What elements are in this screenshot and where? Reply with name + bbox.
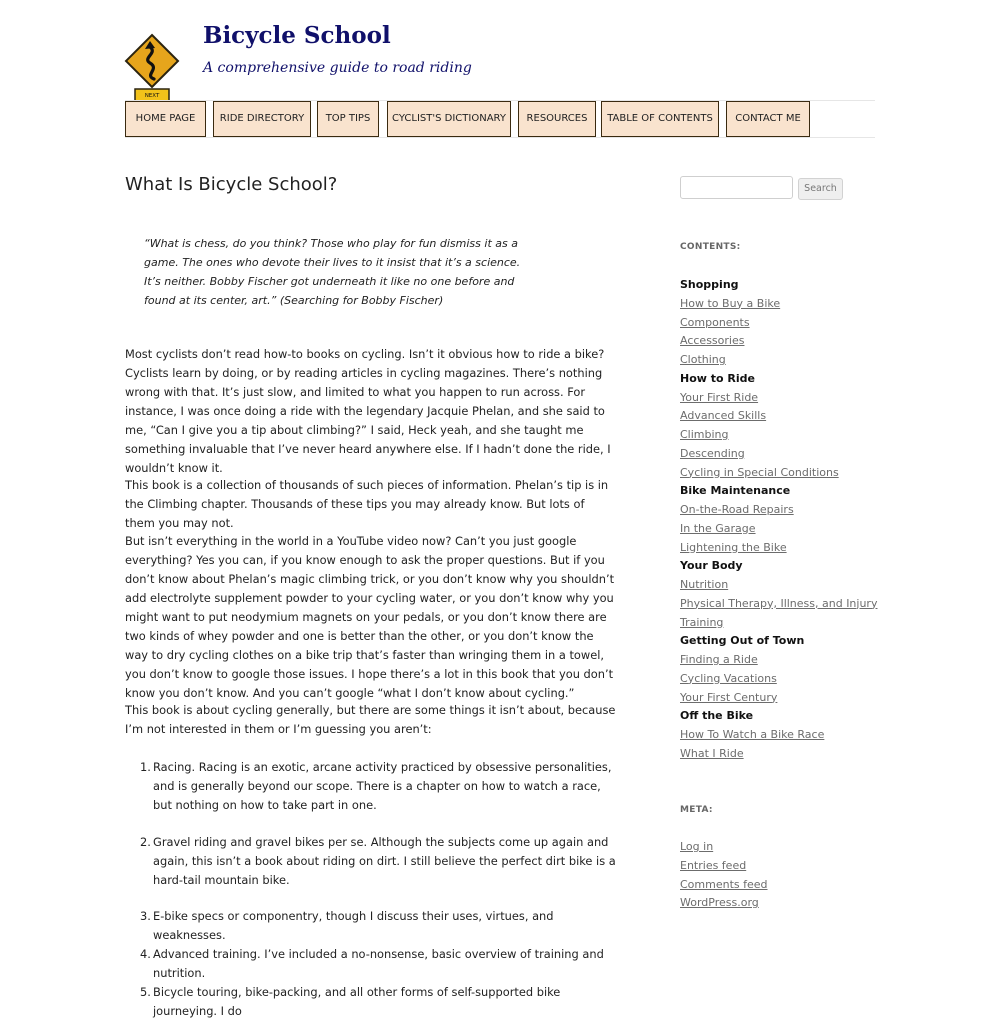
list-number: 1.: [140, 760, 151, 774]
list-number: 2.: [140, 835, 151, 849]
list-number: 4.: [140, 947, 151, 961]
contents-link-cycling-in-special-conditions[interactable]: Cycling in Special Conditions: [680, 465, 839, 479]
nav-cyclists-dictionary[interactable]: CYCLIST'S DICTIONARY: [387, 101, 511, 137]
scope-paragraph: This book is about cycling generally, but there are some things it isn’t about, because I’m not interested in them or I’m guessing you aren’t:: [125, 703, 616, 736]
list-text: Advanced training. I’ve included a no-nonsense, basic overview of training and nutrition.: [153, 947, 604, 980]
meta-link-comments-feed[interactable]: Comments feed: [680, 877, 768, 891]
contents-link-in-the-garage[interactable]: In the Garage: [680, 521, 756, 535]
contents-widget-title: CONTENTS:: [680, 242, 741, 252]
collection-paragraph: This book is a collection of thousands of such pieces of information. Phelan’s tip is in the Climbing chapter. Thousands of these tips you may already know. But lots of them you may not.: [125, 478, 609, 530]
list-text: Racing. Racing is an exotic, arcane activity practiced by obsessive personalities, and is generally beyond our scope. There is a chapter on how to watch a race, but nothing on how to take part in one.: [153, 760, 612, 812]
contents-link-accessories[interactable]: Accessories: [680, 334, 745, 348]
nav-contact-me[interactable]: CONTACT ME: [726, 101, 810, 137]
epigraph-quote: “What is chess, do you think? Those who play for fun dismiss it as a game. The ones who devote their lives to it insist that it’s a science. It’s neither. Bobby Fischer got underneath it like no one before and found at its center, art.” (Searching for Bobby Fischer): [144, 237, 521, 307]
contents-link-training[interactable]: Training: [680, 615, 724, 629]
contents-link-components[interactable]: Components: [680, 315, 750, 329]
meta-link-wordpress-org[interactable]: WordPress.org: [680, 896, 759, 910]
nav-home-page[interactable]: HOME PAGE: [125, 101, 206, 137]
list-text: E-bike specs or componentry, though I discuss their uses, virtues, and weaknesses.: [153, 909, 554, 942]
list-text: Bicycle touring, bike-packing, and all other forms of self-supported bike journeying. I do: [153, 985, 561, 1018]
logo-sign-text-line1: NEXT: [144, 93, 160, 99]
contents-link-finding-a-ride[interactable]: Finding a Ride: [680, 653, 758, 666]
contents-link-how-to-buy-a-bike[interactable]: How to Buy a Bike: [680, 296, 781, 310]
contents-link-how-to-watch-a-bike-race[interactable]: How To Watch a Bike Race: [680, 728, 825, 741]
contents-link-what-i-ride[interactable]: What I Ride: [680, 746, 744, 760]
contents-heading-getting-out-of-town: Getting Out of Town: [680, 634, 805, 648]
search-input[interactable]: [680, 176, 793, 199]
list-number: 3.: [140, 909, 151, 923]
search-button[interactable]: Search: [798, 178, 843, 200]
meta-link-entries-feed[interactable]: Entries feed: [680, 858, 747, 872]
nav-resources[interactable]: RESOURCES: [518, 101, 596, 137]
meta-link-log-in[interactable]: Log in: [680, 840, 714, 853]
contents-heading-off-the-bike: Off the Bike: [680, 709, 754, 723]
contents-heading-your-body: Your Body: [680, 559, 743, 573]
contents-link-cycling-vacations[interactable]: Cycling Vacations: [680, 671, 777, 685]
intro-paragraph: Most cyclists don’t read how-to books on cycling. Isn’t it obvious how to ride a bike? Cyclists learn by doing, or by reading articles in cycling magazines. There’s nothing wrong with that. It’s just slow, and limited to what you happen to run across. For instance, I was once doing a ride with the legendary Jacquie Phelan, and she said to me, “Can I give you a tip about climbing?” I said, Heck yeah, and she taught me something invaluable that I’ve never heard anywhere else. If I hadn’t done the ride, I wouldn’t know it.: [125, 347, 611, 475]
nav-table-of-contents[interactable]: TABLE OF CONTENTS: [601, 101, 719, 137]
site-title[interactable]: Bicycle School: [203, 22, 391, 49]
nav-top-tips[interactable]: TOP TIPS: [317, 101, 379, 137]
contents-link-climbing[interactable]: Climbing: [680, 428, 729, 441]
page-title: What Is Bicycle School?: [125, 174, 338, 195]
contents-heading-bike-maintenance: Bike Maintenance: [680, 484, 791, 498]
meta-widget-title: META:: [680, 805, 713, 815]
contents-link-on-the-road-repairs[interactable]: On-the-Road Repairs: [680, 503, 794, 516]
nav-ride-directory[interactable]: RIDE DIRECTORY: [213, 101, 311, 137]
contents-link-clothing[interactable]: Clothing: [680, 353, 726, 366]
contents-heading-shopping: Shopping: [680, 278, 739, 291]
list-number: 5.: [140, 985, 151, 999]
contents-link-nutrition[interactable]: Nutrition: [680, 578, 729, 591]
site-tagline: A comprehensive guide to road riding: [203, 60, 472, 76]
contents-link-advanced-skills[interactable]: Advanced Skills: [680, 409, 767, 423]
youtube-paragraph: But isn’t everything in the world in a YouTube video now? Can’t you just google everything? Yes you can, if you know enough to ask the proper questions. But if you don’t know about Phelan’s magic climbing trick, or you don’t know why you shouldn’t add electrolyte supplement powder to your cycling water, or you don’t know why you might want to put neodymium magnets on your pedals, or you don’t know there are two kinds of whey powder and one is better than the other, or you don’t know the way to dry cycling clothes on a bike trip that’s faster than wringing them in a towel, you don’t know to google those issues. I hope there’s a lot in this book that you don’t know you don’t know. And you can’t google “what I don’t know about cycling.”: [125, 534, 615, 700]
contents-link-your-first-century[interactable]: Your First Century: [680, 690, 778, 704]
contents-link-lightening-the-bike[interactable]: Lightening the Bike: [680, 540, 787, 554]
list-text: Gravel riding and gravel bikes per se. Although the subjects come up again and again, this isn’t a book about riding on dirt. I still believe the perfect dirt bike is a hard-tail mountain bike.: [153, 835, 616, 887]
contents-heading-how-to-ride: How to Ride: [680, 371, 755, 385]
contents-link-your-first-ride[interactable]: Your First Ride: [680, 390, 759, 404]
nav-bottom-rule: [125, 137, 875, 138]
contents-link-physical-therapy-illness-and-injury[interactable]: Physical Therapy, Illness, and Injury: [680, 596, 878, 610]
list-item: [125, 983, 617, 1018]
contents-link-descending[interactable]: Descending: [680, 446, 745, 460]
